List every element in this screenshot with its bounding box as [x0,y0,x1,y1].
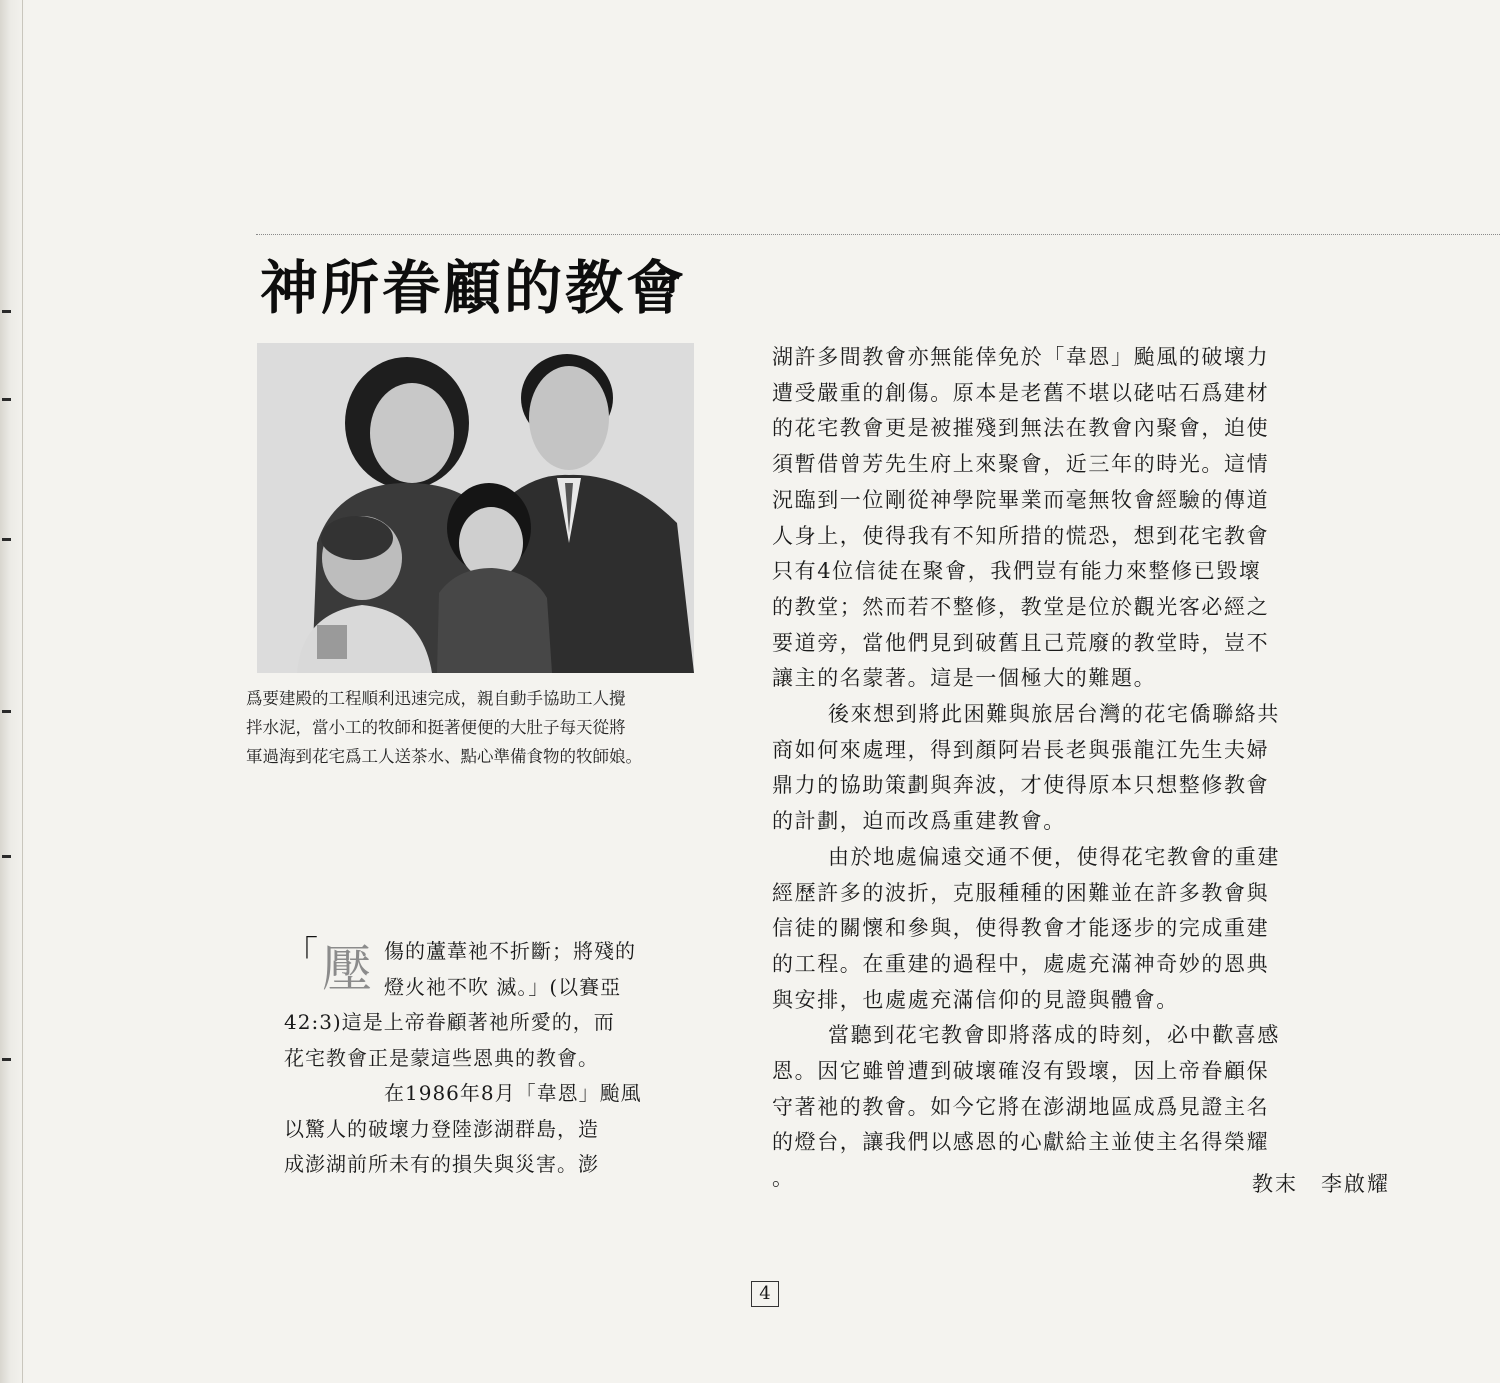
binding-mark [2,538,11,541]
text-line: 的燈台，讓我們以感恩的心獻給主並使主名得榮耀 [772,1130,1270,1155]
text-line: 恩。因它雖曾遭到破壞確沒有毀壞，因上帝眷顧保 [772,1059,1270,1084]
page-title: 神所眷顧的教會 [260,254,688,322]
text-line: 鼎力的協助策劃與奔波，才使得原本只想整修教會 [772,773,1270,798]
text-line: 只有4位信徒在聚會，我們豈有能力來整修已毀壞 [772,559,1262,584]
spine-fold-line [22,0,23,1383]
text-line: 的計劃，迫而改爲重建教會。 [772,809,1066,834]
text-line: 的教堂；然而若不整修，教堂是位於觀光客必經之 [772,594,1270,619]
text-line: 況臨到一位剛從神學院畢業而毫無牧會經驗的傳道 [772,487,1270,512]
text-line: 遭受嚴重的創傷。原本是老舊不堪以硓咕石爲建材 [772,380,1270,405]
text-line: 信徒的關懷和參與，使得教會才能逐步的完成重建 [772,916,1270,941]
binding-mark [2,398,11,401]
text-line: 後來想到將此困難與旅居台灣的花宅僑聯絡共 [828,702,1280,727]
text-line: 讓主的名蒙著。這是一個極大的難題。 [772,666,1157,691]
family-photo [257,343,694,673]
binding-mark [2,710,11,713]
text-line: 經歷許多的波折，克服種種的困難並在許多教會與 [772,880,1270,905]
text-line: 的工程。在重建的過程中，處處充滿神奇妙的恩典 [772,951,1270,976]
photo-caption [246,684,756,771]
caption-line: 軍過海到花宅爲工人送茶水、點心準備食物的牧師娘。 [246,747,642,766]
text-line: 由於地處偏遠交通不便，使得花宅教會的重建 [828,844,1280,869]
author-signature: 教末 李啟耀 [1252,1172,1390,1196]
caption-line: 爲要建殿的工程順利迅速完成，親自動手協助工人攪 [246,689,626,708]
text-line: 。 [772,1166,795,1191]
left-column-text [284,934,724,1183]
binding-mark [2,310,11,313]
text-line: 須暫借曾芳先生府上來聚會，近三年的時光。這情 [772,452,1270,477]
right-column-text [772,340,1397,1197]
caption-line: 拌水泥，當小工的牧師和挺著便便的大肚子每天從將 [246,718,626,737]
text-line: 人身上，使得我有不知所措的慌恐，想到花宅教會 [772,523,1270,548]
binding-mark [2,855,11,858]
opening-quote-mark: 「 [284,934,318,974]
text-line: 傷的蘆葦祂不折斷；將殘的 [384,939,636,963]
header-rule [256,234,1500,235]
text-line: 花宅教會正是蒙這些恩典的教會。 [284,1045,599,1070]
binding-mark [2,1058,11,1061]
text-line: 湖許多間教會亦無能倖免於「韋恩」颱風的破壞力 [772,345,1270,369]
text-line: 燈火祂不吹 滅。」(以賽亞 [384,974,622,999]
text-line: 成澎湖前所未有的損失與災害。澎 [284,1152,599,1176]
drop-cap: 壓 [322,940,372,998]
text-line: 在1986年8月「韋恩」颱風 [384,1081,642,1105]
text-line: 與安排，也處處充滿信仰的見證與體會。 [772,987,1179,1012]
text-line: 42:3)這是上帝眷顧著祂所愛的，而 [284,1010,615,1034]
text-line: 以驚人的破壞力登陸澎湖群島，造 [284,1116,599,1141]
text-line: 當聽到花宅教會即將落成的時刻，必中歡喜感 [828,1023,1280,1048]
text-line: 的花宅教會更是被摧殘到無法在教會內聚會，迫使 [772,416,1270,441]
text-line: 商如何來處理，得到顏阿岩長老與張龍江先生夫婦 [772,737,1270,762]
text-line: 守著祂的教會。如今它將在澎湖地區成爲見證主名 [772,1094,1270,1119]
text-line: 要道旁，當他們見到破舊且己荒廢的教堂時，豈不 [772,630,1270,655]
page-number: 4 [751,1281,779,1307]
